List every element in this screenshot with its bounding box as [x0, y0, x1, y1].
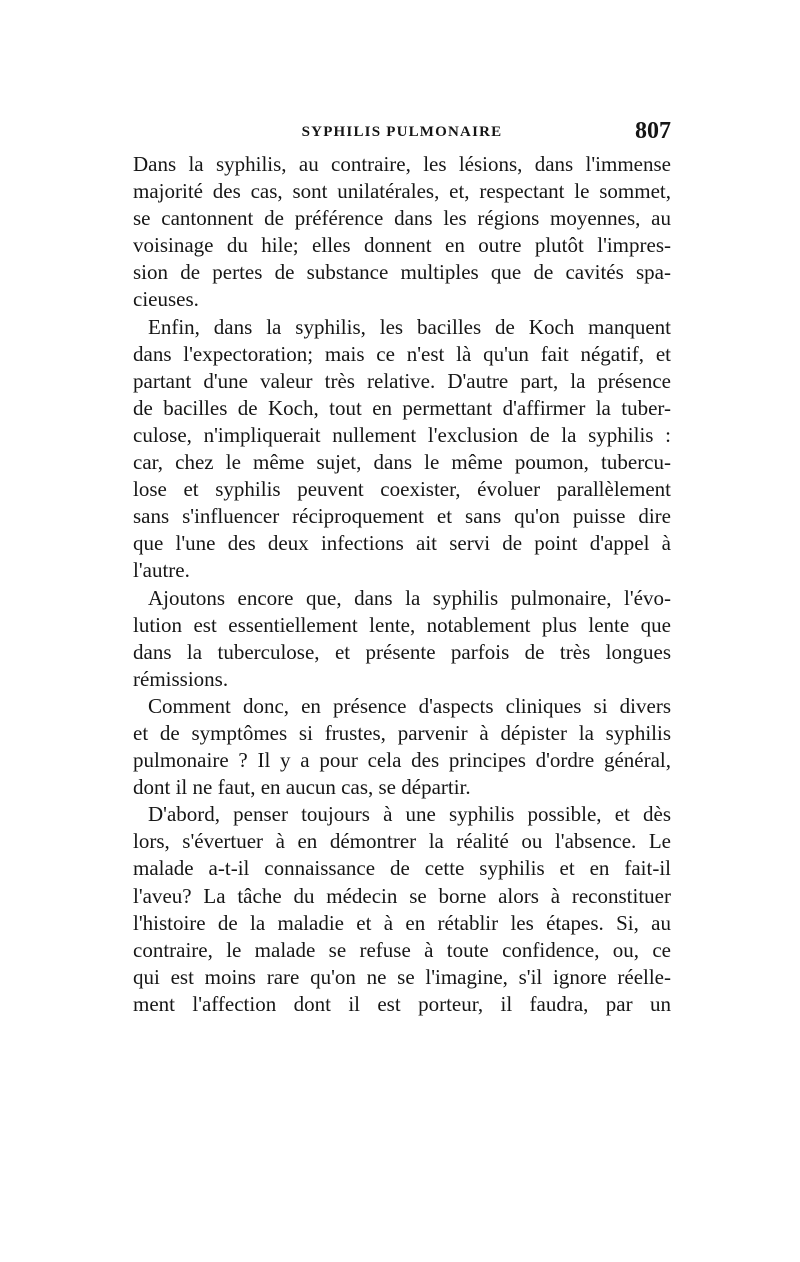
paragraph-5 — [133, 801, 671, 1018]
paragraph-4 — [133, 693, 671, 801]
text-line: partant d'une valeur très relative. D'autre part, la présence — [133, 368, 671, 393]
text-line: sion de pertes de substance multiples que de cavités spa- — [133, 260, 671, 285]
text-line: qui est moins rare qu'on ne se l'imagine, s'il ignore réelle- — [133, 964, 671, 989]
text-line: malade a-t-il connaissance de cette syphilis et en fait-il — [133, 856, 671, 881]
text-line: l'histoire de la maladie et à en rétablir les étapes. Si, au — [133, 910, 671, 935]
text-line: lution est essentiellement lente, notablement plus lente que — [133, 612, 671, 637]
paragraph-1 — [133, 151, 671, 314]
text-line: pulmonaire ? Il y a pour cela des principes d'ordre général, — [133, 748, 671, 773]
running-head — [133, 118, 671, 146]
text-line: rémissions. — [133, 666, 229, 691]
text-line: Dans la syphilis, au contraire, les lésions, dans l'immense — [133, 152, 671, 176]
running-title: SYPHILIS PULMONAIRE — [301, 124, 503, 140]
text-line: que l'une des deux infections ait servi de point d'appel à — [133, 531, 671, 556]
page-number: 807 — [635, 118, 671, 144]
text-line: Enfin, dans la syphilis, les bacilles de Koch manquent — [148, 314, 671, 339]
text-line: car, chez le même sujet, dans le même poumon, tubercu- — [133, 450, 671, 475]
text-line: D'abord, penser toujours à une syphilis possible, et dès — [148, 802, 671, 827]
text-line: dont il ne faut, en aucun cas, se départir. — [133, 775, 471, 800]
paragraph-2 — [133, 314, 671, 585]
text-line: cieuses. — [133, 287, 199, 312]
text-line: l'aveu? La tâche du médecin se borne alors à reconstituer — [133, 883, 671, 908]
text-line: et de symptômes si frustes, parvenir à dépister la syphilis — [133, 720, 671, 745]
text-line: dans la tuberculose, et présente parfois de très longues — [133, 639, 671, 664]
text-line: se cantonnent de préférence dans les régions moyennes, au — [133, 206, 671, 231]
paragraph-3 — [133, 585, 671, 693]
text-line: Comment donc, en présence d'aspects cliniques si divers — [148, 693, 671, 718]
text-line: ment l'affection dont il est porteur, il faudra, par un — [133, 991, 671, 1016]
text-line: voisinage du hile; elles donnent en outre plutôt l'impres- — [133, 233, 671, 258]
text-line: de bacilles de Koch, tout en permettant d'affirmer la tuber- — [133, 395, 671, 420]
text-line: l'autre. — [133, 558, 190, 583]
text-line: sans s'influencer réciproquement et sans qu'on puisse dire — [133, 504, 671, 529]
text-line: Ajoutons encore que, dans la syphilis pulmonaire, l'évo- — [148, 585, 671, 610]
text-line: contraire, le malade se refuse à toute confidence, ou, ce — [133, 937, 671, 962]
text-line: culose, n'impliquerait nullement l'exclusion de la syphilis : — [133, 422, 671, 447]
body-text — [133, 151, 671, 1051]
text-line: lors, s'évertuer à en démontrer la réalité ou l'absence. Le — [133, 829, 671, 854]
text-line: lose et syphilis peuvent coexister, évoluer parallèlement — [133, 477, 671, 502]
text-line: majorité des cas, sont unilatérales, et, respectant le sommet, — [133, 179, 671, 204]
text-line: dans l'expectoration; mais ce n'est là qu'un fait négatif, et — [133, 341, 671, 366]
